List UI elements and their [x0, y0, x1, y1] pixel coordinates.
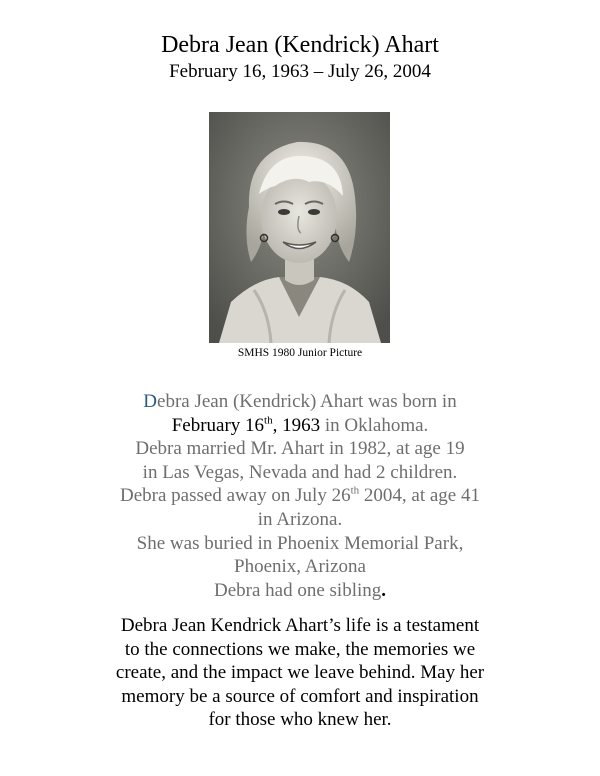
bio-line-2 [60, 414, 540, 438]
tribute-line-1: Debra Jean Kendrick Ahart’s life is a testament [120, 615, 480, 636]
portrait-image [209, 112, 390, 343]
sibling-text: Debra had one sibling [213, 579, 382, 601]
birth-date-suffix: th [264, 414, 273, 427]
bio-line-7: She was buried in Phoenix Memorial Park, [136, 532, 464, 554]
portrait-photo [209, 112, 390, 343]
tribute-line-5: for those who knew her. [208, 709, 392, 731]
death-age-text: 2004, at age 41 [359, 485, 480, 507]
tribute-line-3: create, and the impact we leave behind. May her [115, 662, 485, 684]
life-dates: February 16, 1963 – July 26, 2004 [169, 61, 431, 82]
death-date-suffix: th [350, 485, 360, 498]
bio-line-8: Phoenix, Arizona [234, 556, 366, 578]
tribute-line-4: memory be a source of comfort and inspiration [121, 685, 479, 707]
birth-date [172, 415, 320, 436]
bio-line-3: Debra married Mr. Ahart in 1982, at age 19 [135, 438, 465, 460]
tribute-text [60, 614, 540, 732]
death-date-text: Debra passed away on July 26 [120, 485, 351, 507]
bio-line-1-text: ebra Jean (Kendrick) Ahart was born in [157, 391, 457, 412]
birth-date-year: , 1963 [272, 414, 321, 436]
page-title: Debra Jean (Kendrick) Ahart [161, 32, 439, 58]
sibling-period: . [381, 579, 386, 601]
photo-caption: SMHS 1980 Junior Picture [237, 347, 363, 359]
bio-line-5 [60, 484, 540, 508]
tribute-line-2: to the connections we make, the memories we [124, 638, 476, 660]
bio-line-4: in Las Vegas, Nevada and had 2 children. [142, 461, 458, 483]
bio-drop-initial: D [143, 391, 158, 412]
biography-text [60, 390, 540, 602]
bio-line-9 [60, 579, 540, 603]
bio-line-1 [60, 390, 540, 414]
bio-line-6: in Arizona. [257, 508, 343, 530]
birth-date-day: February 16 [171, 414, 265, 436]
birth-place: in Oklahoma. [320, 414, 429, 436]
